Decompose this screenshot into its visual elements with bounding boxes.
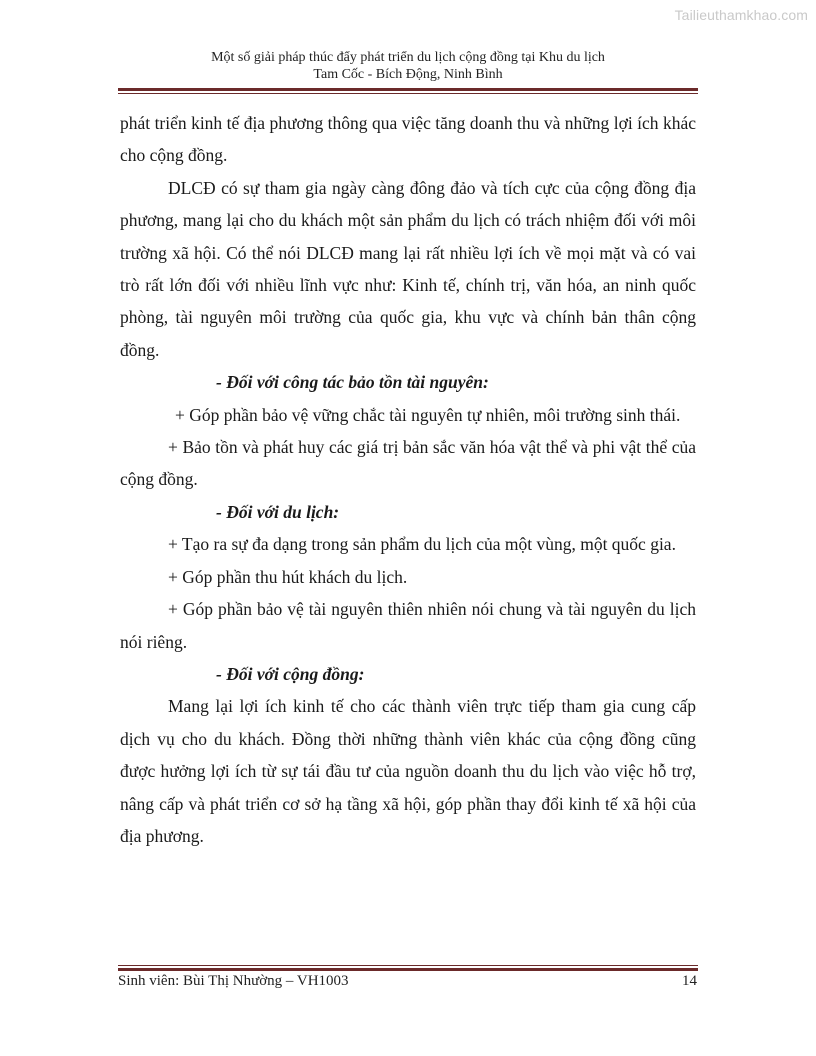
header-line-1: Một số giải pháp thúc đẩy phát triển du lịch cộng đồng tại Khu du lịch <box>211 50 605 65</box>
footer-rule-thick <box>118 968 698 971</box>
heading-community: - Đối với cộng đồng: <box>216 663 365 684</box>
paragraph-2: DLCĐ có sự tham gia ngày càng đông đảo và tích cực của cộng đồng địa phương, mang lại cho du khách một sản phẩm du lịch có trách nhiệm đối với môi trường xã hội. Có thể nói DLCĐ mang lại rất nhiều lợi ích về mọi mặt và có vai trò rất lớn đối với nhiều lĩnh vực như: Kinh tế, chính trị, văn hóa, an ninh quốc phòng, tài nguyên môi trường của quốc gia, khu vực và chính bản thân cộng đồng. <box>120 177 696 360</box>
bullet-tourism-2: + Góp phần thu hút khách du lịch. <box>168 566 408 587</box>
bullet-tourism-1: + Tạo ra sự đa dạng trong sản phẩm du lịch của một vùng, một quốc gia. <box>168 534 676 555</box>
footer-author: Sinh viên: Bùi Thị Nhường – VH1003 <box>118 973 349 989</box>
page-body <box>120 107 696 852</box>
bullet-tourism-3: + Góp phần bảo vệ tài nguyên thiên nhiên nói chung và tài nguyên du lịch nói riêng. <box>120 599 696 652</box>
paragraph-community: Mang lại lợi ích kinh tế cho các thành viên trực tiếp tham gia cung cấp dịch vụ cho du khách. Đồng thời những thành viên khác của cộng đồng cũng được hưởng lợi ích từ sự tái đầu tư của nguồn doanh thu du lịch vào việc hỗ trợ, nâng cấp và phát triển cơ sở hạ tầng xã hội, góp phần thay đổi kinh tế xã hội của địa phương. <box>120 696 696 846</box>
bullet-conservation-1: + Góp phần bảo vệ vững chắc tài nguyên tự nhiên, môi trường sinh thái. <box>175 404 681 425</box>
paragraph-1: phát triển kinh tế địa phương thông qua việc tăng doanh thu và những lợi ích khác cho cộng đồng. <box>120 113 696 166</box>
page-number: 14 <box>682 973 697 989</box>
watermark: Tailieuthamkhao.com <box>674 7 808 23</box>
page-header <box>118 49 698 83</box>
footer-rule-thin <box>118 965 698 966</box>
bullet-conservation-2: + Bảo tồn và phát huy các giá trị bản sắc văn hóa vật thể và phi vật thể của cộng đồng. <box>120 437 696 490</box>
header-rule-thin <box>118 93 698 94</box>
header-rule-thick <box>118 88 698 91</box>
header-line-2: Tam Cốc - Bích Động, Ninh Bình <box>313 67 503 82</box>
heading-tourism: - Đối với du lịch: <box>216 501 340 522</box>
heading-conservation: - Đối với công tác bảo tồn tài nguyên: <box>216 372 489 393</box>
